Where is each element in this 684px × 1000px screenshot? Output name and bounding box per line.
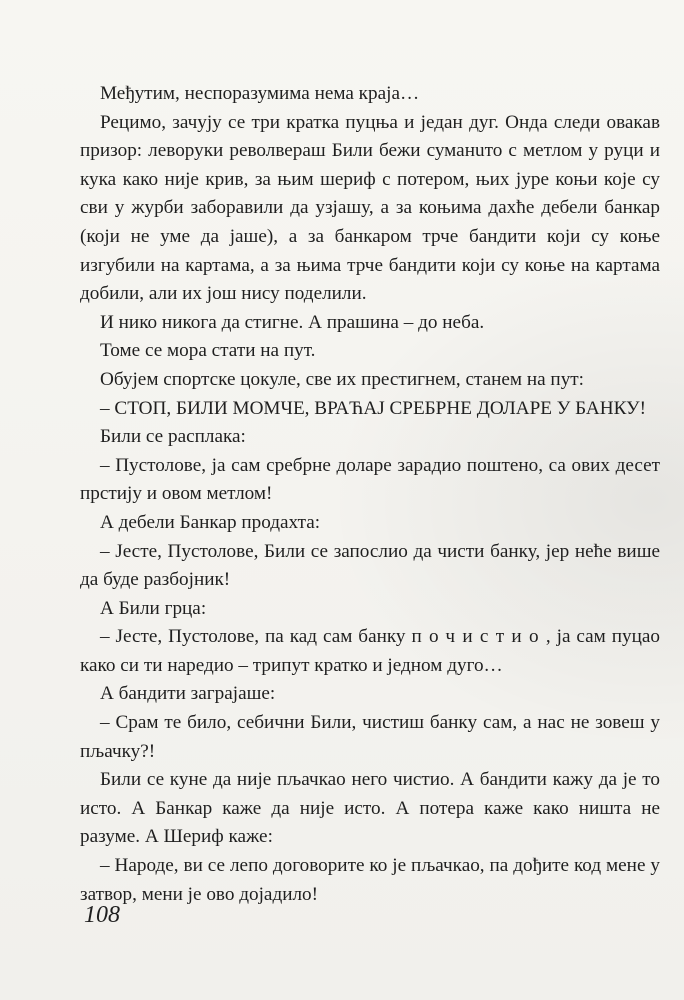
- spaced-word: почистио: [411, 626, 546, 648]
- paragraph: – Народе, ви се лепо договорите ко је пљачкао, па дођите код мене у затвор, мени је ово дојадило!: [80, 855, 660, 905]
- paragraph: Међутим, неспоразумима нема краја…: [100, 83, 420, 104]
- paragraph: Били се расплака:: [100, 426, 246, 448]
- page-number: 108: [84, 902, 120, 928]
- text-run: – Јесте, Пустолове, па кад сам банку: [100, 626, 412, 648]
- paragraph: Обујем спортске цокуле, све их престигнем, станем на пут:: [100, 368, 585, 390]
- paragraph: – Срам те било, себични Били, чистиш банку сам, а нас не зовеш у пљачку?!: [80, 712, 660, 762]
- text-run: , ја сам пуцао како си ти наредио – трипут кратко и једном дуго…: [80, 626, 660, 676]
- paragraph: Томе се мора стати на пут.: [100, 340, 316, 362]
- paragraph: – Пустолове, ја сам сребрне доларе зарадио поштено, са ових десет прстију и овом метлом!: [80, 454, 660, 505]
- paragraph: А бандити заграјаше:: [100, 683, 276, 705]
- paragraph: – Јесте, Пустолове, Били се запослио да чисти банку, јер неће више да буде разбојник!: [80, 540, 660, 591]
- paragraph: [80, 623, 660, 680]
- body-text: [80, 80, 660, 909]
- paragraph: – СТОП, БИЛИ МОМЧЕ, ВРАЋАЈ СРЕБРНЕ ДОЛАРЕ У БАНКУ!: [100, 397, 647, 419]
- paragraph: А Били грца:: [100, 597, 207, 619]
- paragraph: Били се куне да није пљачкао него чистио. А бандити кажу да је то исто. А Банкар каже да није исто. А потера каже како ништа не разуме. А Шериф каже:: [80, 769, 660, 848]
- paragraph: И нико никога да стигне. А прашина – до неба.: [100, 311, 485, 333]
- paragraph: А дебели Банкар продахта:: [100, 511, 321, 533]
- paragraph: Рецимо, зачују се три кратка пуцња и један дуг. Онда следи овакав призор: леворуки револвераш Били бежи суманuто с метлом у руци и кука како није крив, за њим шериф с потером, њих јуре коњи које су сви у журби заборавили да узјашу, а за коњима дахће дебели банкар (који не уме да јаше), а за банкаром трче бандити који су коње изгубили на картама, а за њима трче бандити који су коње на картама добили, али их још нису поделили.: [80, 111, 660, 305]
